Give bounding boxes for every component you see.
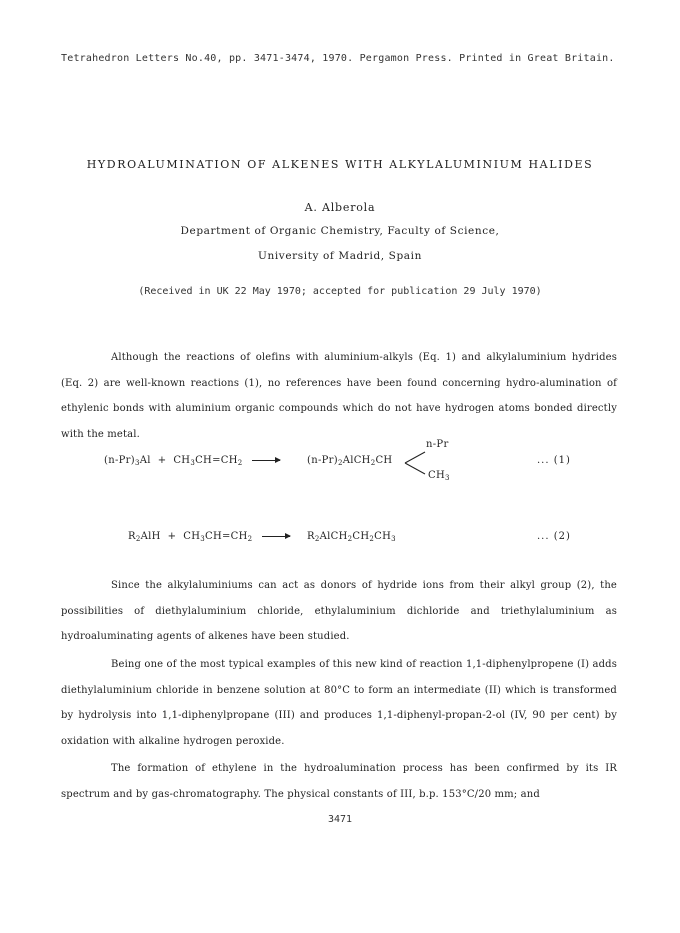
paragraph-diphenylpropene: Being one of the most typical examples of this new kind of reaction 1,1-diphenylpropene (I) adds diethylaluminium chloride in benzene solution at 80°C to form an intermediate (II) which is transformed by hydrolysis into 1,1-diphenylpropane (III) and produces 1,1-diphenyl-propan-2-ol (IV, 90 per cent) by oxidation with alkaline hydrogen peroxide. — [61, 659, 617, 747]
page-number: 3471 — [327, 814, 353, 825]
equation-1-branch-top: n-Pr — [426, 439, 449, 450]
affiliation-line-2: University of Madrid, Spain — [258, 250, 422, 262]
equation-2-number: ... (2) — [537, 531, 571, 542]
equation-2-product: $R_2AlCH_2CH_2CH_3$ — [307, 531, 396, 543]
reaction-arrow — [252, 460, 280, 461]
equation-1-branch-bottom: $CH_3$ — [428, 470, 450, 482]
reaction-arrow — [262, 536, 290, 537]
equation-1-product: $(n-Pr)_2AlCH_2CH$ — [307, 455, 393, 467]
paragraph-ethylene-formation: The formation of ethylene in the hydroalumination process has been confirmed by its IR spectrum and by gas-chromatography. The physical constants of III, b.p. 153°C/20 mm; and — [61, 763, 617, 800]
paper-title: HYDROALUMINATION OF ALKENES WITH ALKYLALUMINIUM HALIDES — [86, 158, 594, 171]
journal-citation: Tetrahedron Letters No.40, pp. 3471-3474, 1970. Pergamon Press. Printed in Great Britain. — [61, 53, 615, 64]
affiliation-line-1: Department of Organic Chemistry, Faculty of Science, — [180, 225, 500, 237]
paragraph-alkylaluminiums: Since the alkylaluminiums can act as donors of hydride ions from their alkyl group (2), the possibilities of diethylaluminium chloride, ethylaluminium dichloride and triethylaluminium as hydroaluminating agents of alkenes have been studied. — [61, 580, 617, 642]
author-name: A. Alberola — [304, 201, 376, 214]
paragraph-intro: Although the reactions of olefins with aluminium-alkyls (Eq. 1) and alkylaluminium hydrides (Eq. 2) are well-known reactions (1), no references have been found concerning hydro-alumination of ethylenic bonds with aluminium organic compounds which do not have hydrogen atoms bonded directly with the metal. — [61, 352, 617, 440]
equation-1-number: ... (1) — [537, 455, 571, 466]
equation-1-reactants: $(n-Pr)_3Al + CH_3CH=CH_2$ — [104, 455, 286, 467]
received-dates: (Received in UK 22 May 1970; accepted for publication 29 July 1970) — [138, 286, 542, 297]
equation-2-reactants: $R_2AlH + CH_3CH=CH_2$ — [128, 531, 296, 543]
branch-bond-lines — [402, 448, 428, 478]
